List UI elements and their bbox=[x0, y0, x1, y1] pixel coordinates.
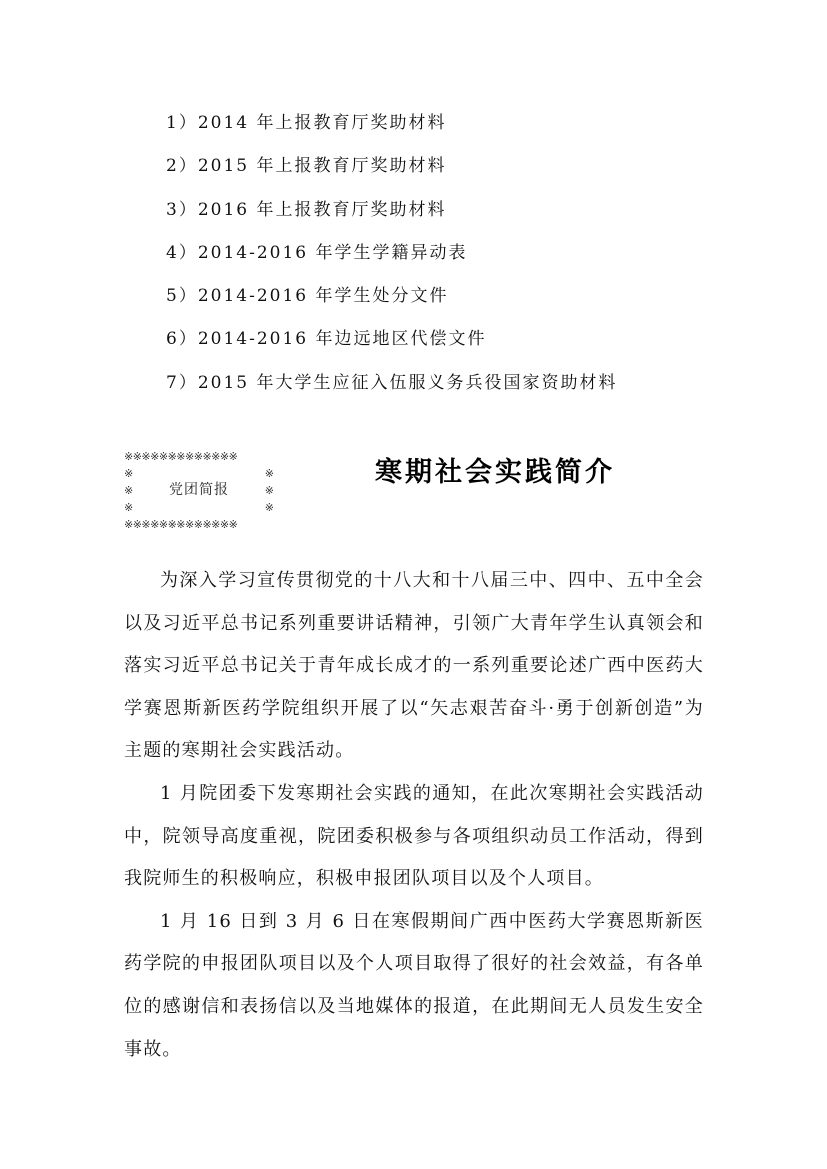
list-item: 4）2014-2016 年学生学籍异动表 bbox=[166, 242, 468, 263]
badge-edge-mark: ※ bbox=[264, 501, 274, 514]
badge-edge-mark: ※ bbox=[124, 467, 134, 480]
badge-edge-mark: ※ bbox=[264, 467, 274, 480]
badge-label: 党团简报 bbox=[169, 482, 229, 498]
paragraph: 为深入学习宣传贯彻党的十八大和十八届三中、四中、五中全会以及习近平总书记系列重要讲话精神，引领广大青年学生认真领会和落实习近平总书记关于青年成长成才的一系列重要论述广西中医药大学赛恩斯新医药学院组织开展了以“矢志艰苦奋斗·勇于创新创造”为主题的寒期社会实践活动。 bbox=[124, 570, 704, 762]
paragraph: 1 月院团委下发寒期社会实践的通知，在此次寒期社会实践活动中，院领导高度重视，院团委积极参与各项组织动员工作活动，得到我院师生的积极响应，积极申报团队项目以及个人项目。 bbox=[124, 782, 704, 890]
badge-side-row bbox=[124, 465, 274, 482]
page-title: 寒期社会实践简介 bbox=[375, 457, 615, 488]
list-item: 7）2015 年大学生应征入伍服义务兵役国家资助材料 bbox=[166, 372, 618, 393]
party-bulletin-badge bbox=[124, 448, 274, 533]
list-item: 1）2014 年上报教育厅奖助材料 bbox=[166, 113, 447, 133]
badge-side-row bbox=[124, 499, 274, 516]
list-item: 2）2015 年上报教育厅奖助材料 bbox=[166, 156, 447, 177]
materials-list bbox=[166, 108, 617, 411]
badge-edge-mark: ※ bbox=[124, 501, 134, 514]
badge-bottom-border: ※※※※※※※※※※※※※ bbox=[124, 518, 238, 531]
badge-edge-mark: ※ bbox=[124, 484, 134, 497]
list-item: 5）2014-2016 年学生处分文件 bbox=[166, 286, 449, 307]
article-body bbox=[124, 560, 704, 1071]
badge-edge-mark: ※ bbox=[264, 484, 274, 497]
list-item: 3）2016 年上报教育厅奖助材料 bbox=[166, 199, 447, 220]
paragraph: 1 月 16 日到 3 月 6 日在寒假期间广西中医药大学赛恩斯新医药学院的申报团队项目以及个人项目取得了很好的社会效益，有各单位的感谢信和表扬信以及当地媒体的报道，在此期间无人员发生安全事故。 bbox=[124, 910, 704, 1060]
list-item: 6）2014-2016 年边远地区代偿文件 bbox=[166, 329, 487, 350]
badge-top-border: ※※※※※※※※※※※※※ bbox=[124, 450, 238, 463]
badge-label-row bbox=[124, 482, 274, 499]
